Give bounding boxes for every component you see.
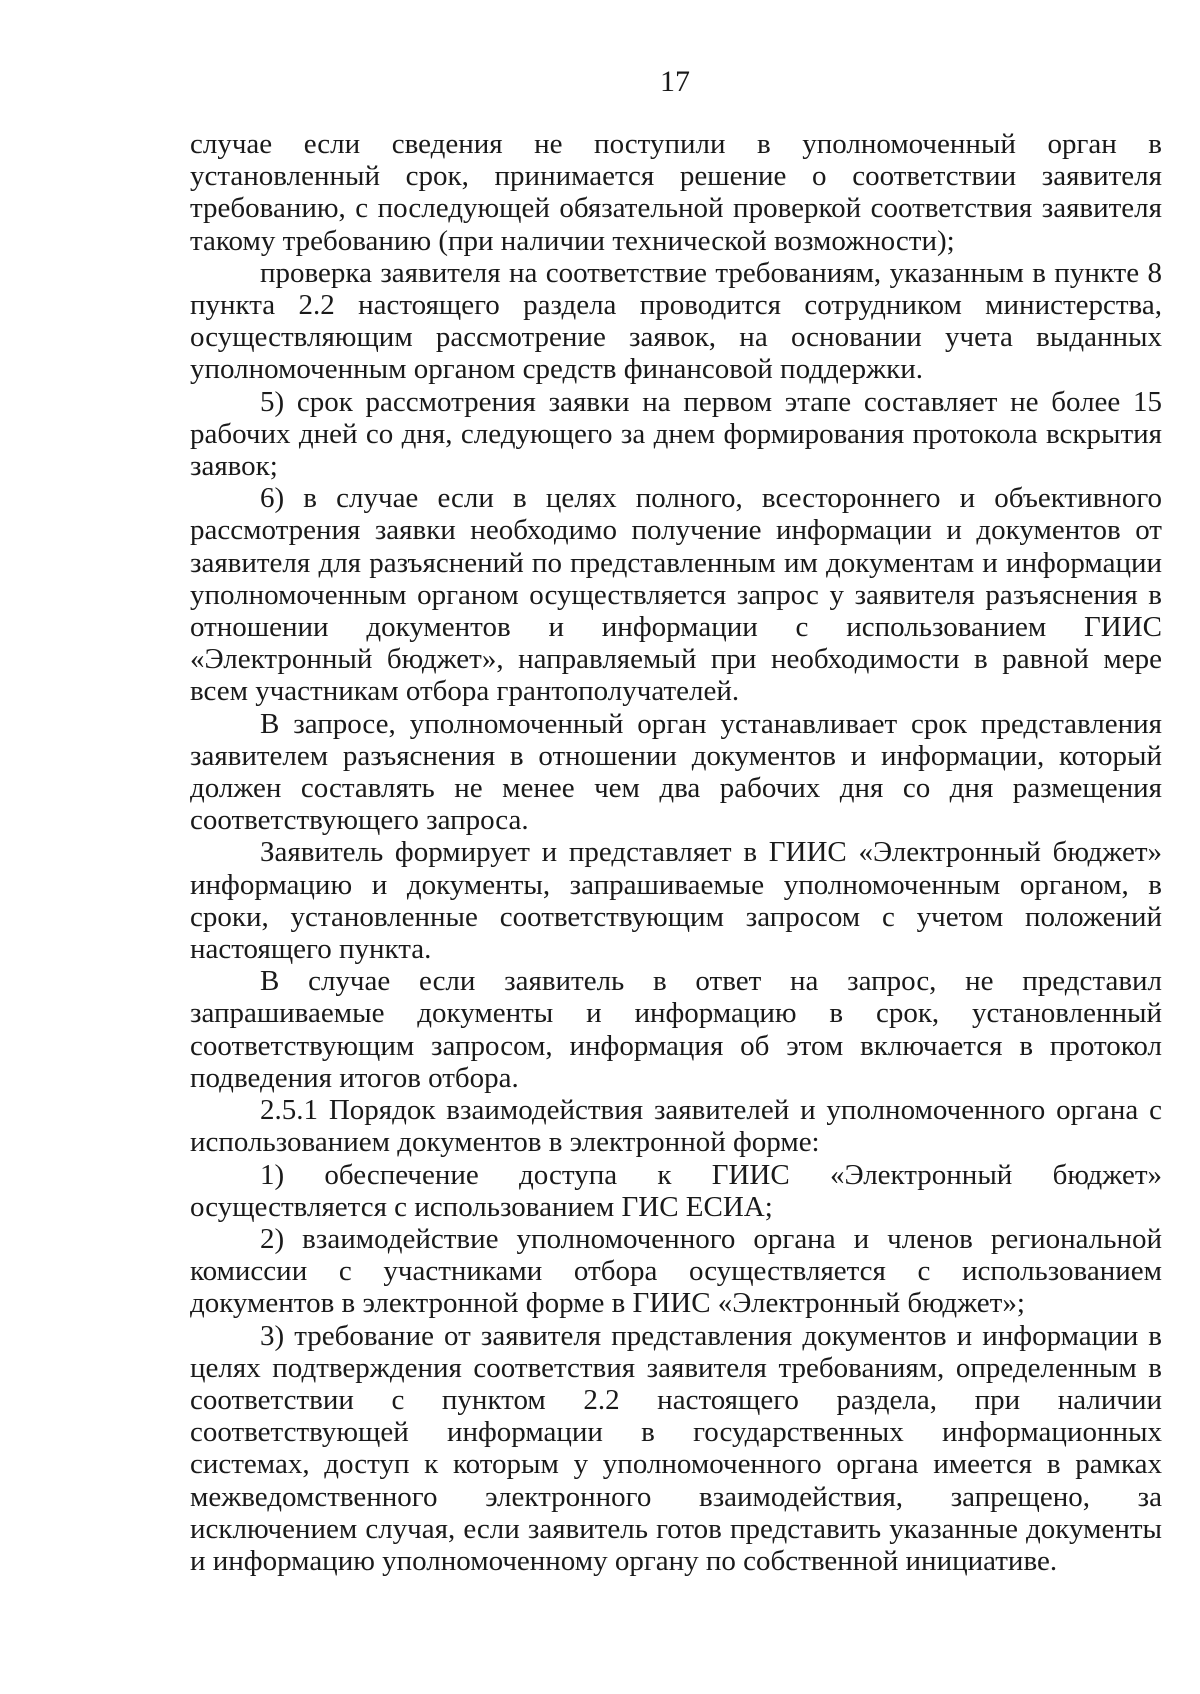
paragraph-item-3: 3) требование от заявителя представления документов и информации в целях подтверждения соответствия заявителя требованиям, определенным в соответствии с пунктом 2.2 настоящего раздела, при наличии соответствующей информации в государственных информационных системах, доступ к которым у уполномоченного органа имеется в рамках межведомственного электронного взаимодействия, запрещено, за исключением случая, если заявитель готов представить указанные документы и информацию уполномоченному органу по собственной инициативе.: [190, 1319, 1162, 1577]
page-number: 17: [660, 65, 690, 98]
paragraph-section-2-5-1: 2.5.1 Порядок взаимодействия заявителей и уполномоченного органа с использованием документов в электронной форме:: [190, 1094, 1162, 1159]
document-body: [190, 128, 1162, 1577]
paragraph-applicant-check: проверка заявителя на соответствие требованиям, указанным в пункте 8 пункта 2.2 настоящего раздела проводится сотрудником министерства, осуществляющим рассмотрение заявок, на основании учета выданных уполномоченным органом средств финансовой поддержки.: [190, 256, 1162, 386]
paragraph-item-5: 5) срок рассмотрения заявки на первом этапе составляет не более 15 рабочих дней со дня, следующего за днем формирования протокола вскрытия заявок;: [190, 385, 1162, 483]
paragraph-continuation: случае если сведения не поступили в уполномоченный орган в установленный срок, принимается решение о соответствии заявителя требованию, с последующей обязательной проверкой соответствия заявителя такому требованию (при наличии технической возможности);: [190, 128, 1162, 257]
paragraph-item-1: 1) обеспечение доступа к ГИИС «Электронный бюджет» осуществляется с использованием ГИС ЕСИА;: [190, 1158, 1162, 1223]
paragraph-applicant-submission: Заявитель формирует и представляет в ГИИС «Электронный бюджет» информацию и документы, запрашиваемые уполномоченным органом, в сроки, установленные соответствующим запросом с учетом положений настоящего пункта.: [190, 836, 1162, 966]
paragraph-item-6: 6) в случае если в целях полного, всестороннего и объективного рассмотрения заявки необходимо получение информации и документов от заявителя для разъяснений по представленным им документам и информации уполномоченным органом осуществляется запрос у заявителя разъяснения в отношении документов и информации с использованием ГИИС «Электронный бюджет», направляемый при необходимости в равной мере всем участникам отбора грантополучателей.: [190, 482, 1162, 708]
paragraph-request-deadline: В запросе, уполномоченный орган устанавливает срок представления заявителем разъяснения в отношении документов и информации, который должен составлять не менее чем два рабочих дня со дня размещения соответствующего запроса.: [190, 707, 1162, 837]
paragraph-no-response: В случае если заявитель в ответ на запрос, не представил запрашиваемые документы и информацию в срок, установленный соответствующим запросом, информация об этом включается в протокол подведения итогов отбора.: [190, 965, 1162, 1094]
paragraph-item-2: 2) взаимодействие уполномоченного органа и членов региональной комиссии с участниками отбора осуществляется с использованием документов в электронной форме в ГИИС «Электронный бюджет»;: [190, 1222, 1162, 1320]
